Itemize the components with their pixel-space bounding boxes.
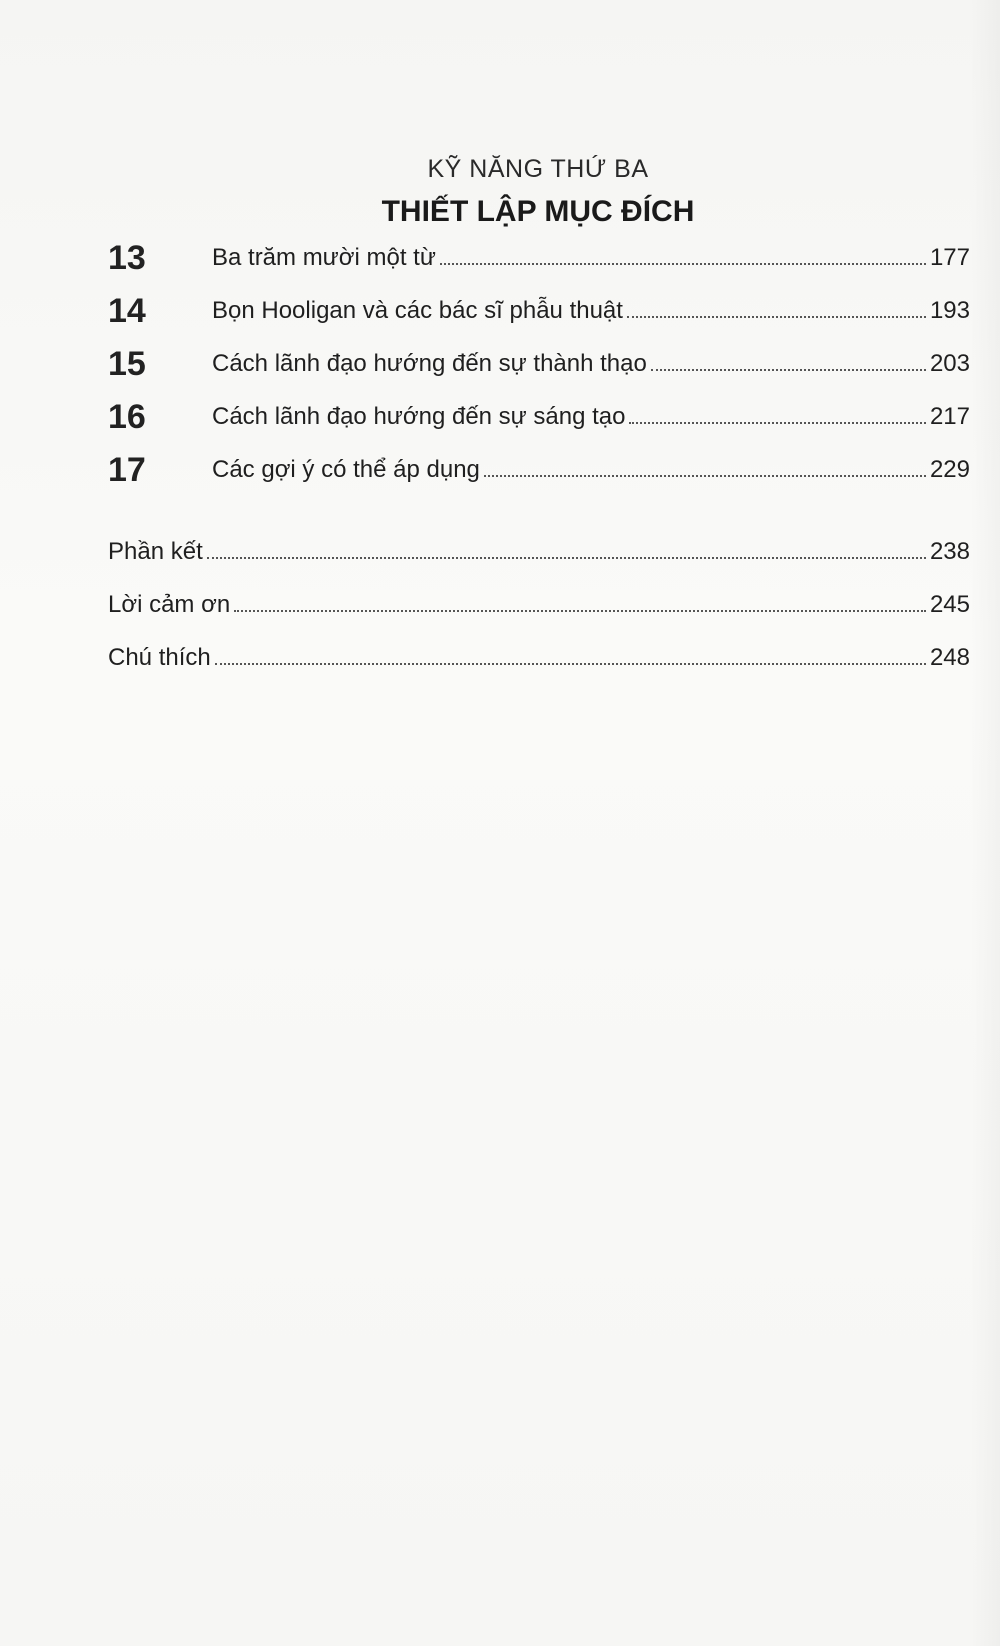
page-number: 193 [929, 297, 970, 324]
page-number: 177 [929, 244, 970, 271]
chapter-number: 14 [108, 292, 146, 330]
toc-notes[interactable] [108, 638, 970, 678]
page-number: 248 [929, 644, 970, 671]
dot-leader [234, 610, 926, 612]
toc-entry [212, 450, 970, 490]
chapter-title: Cách lãnh đạo hướng đến sự sáng tạo [212, 403, 626, 430]
page-number: 229 [929, 456, 970, 483]
dot-leader [207, 557, 926, 559]
chapter-number: 17 [108, 451, 146, 489]
page-number: 238 [929, 538, 970, 565]
dot-leader [215, 663, 926, 665]
dot-leader [629, 422, 925, 424]
entry-title: Phần kết [108, 538, 203, 565]
section-kicker: KỸ NĂNG THỨ BA [427, 155, 649, 183]
toc-epilogue[interactable] [108, 532, 970, 572]
toc-entry [212, 238, 970, 278]
chapter-title: Ba trăm mười một từ [212, 244, 436, 271]
dot-leader [651, 369, 926, 371]
chapter-number: 13 [108, 239, 146, 277]
toc-chapter-17[interactable] [108, 450, 970, 490]
chapter-number: 16 [108, 398, 146, 436]
entry-title: Chú thích [108, 644, 211, 671]
toc-acknowledgements[interactable] [108, 585, 970, 625]
entry-title: Lời cảm ơn [108, 591, 231, 618]
toc-entry [212, 291, 970, 331]
toc-entry [212, 397, 970, 437]
chapter-title: Bọn Hooligan và các bác sĩ phẫu thuật [212, 297, 623, 324]
chapter-number: 15 [108, 345, 146, 383]
toc-chapter-15[interactable] [108, 344, 970, 384]
dot-leader [484, 475, 926, 477]
toc-entry [108, 532, 970, 572]
toc-entry [108, 585, 970, 625]
dot-leader [627, 316, 926, 318]
page-number: 203 [929, 350, 970, 377]
chapter-title: Cách lãnh đạo hướng đến sự thành thạo [212, 350, 647, 377]
dot-leader [440, 263, 926, 265]
page-number: 245 [929, 591, 970, 618]
toc-entry [108, 638, 970, 678]
toc-chapter-16[interactable] [108, 397, 970, 437]
toc-entry [212, 344, 970, 384]
page-number: 217 [929, 403, 970, 430]
toc-chapter-13[interactable] [108, 238, 970, 278]
toc-chapter-14[interactable] [108, 291, 970, 331]
section-title: THIẾT LẬP MỤC ĐÍCH [381, 195, 695, 228]
page-edge-shadow [970, 0, 1000, 1646]
chapter-title: Các gợi ý có thể áp dụng [212, 456, 480, 483]
